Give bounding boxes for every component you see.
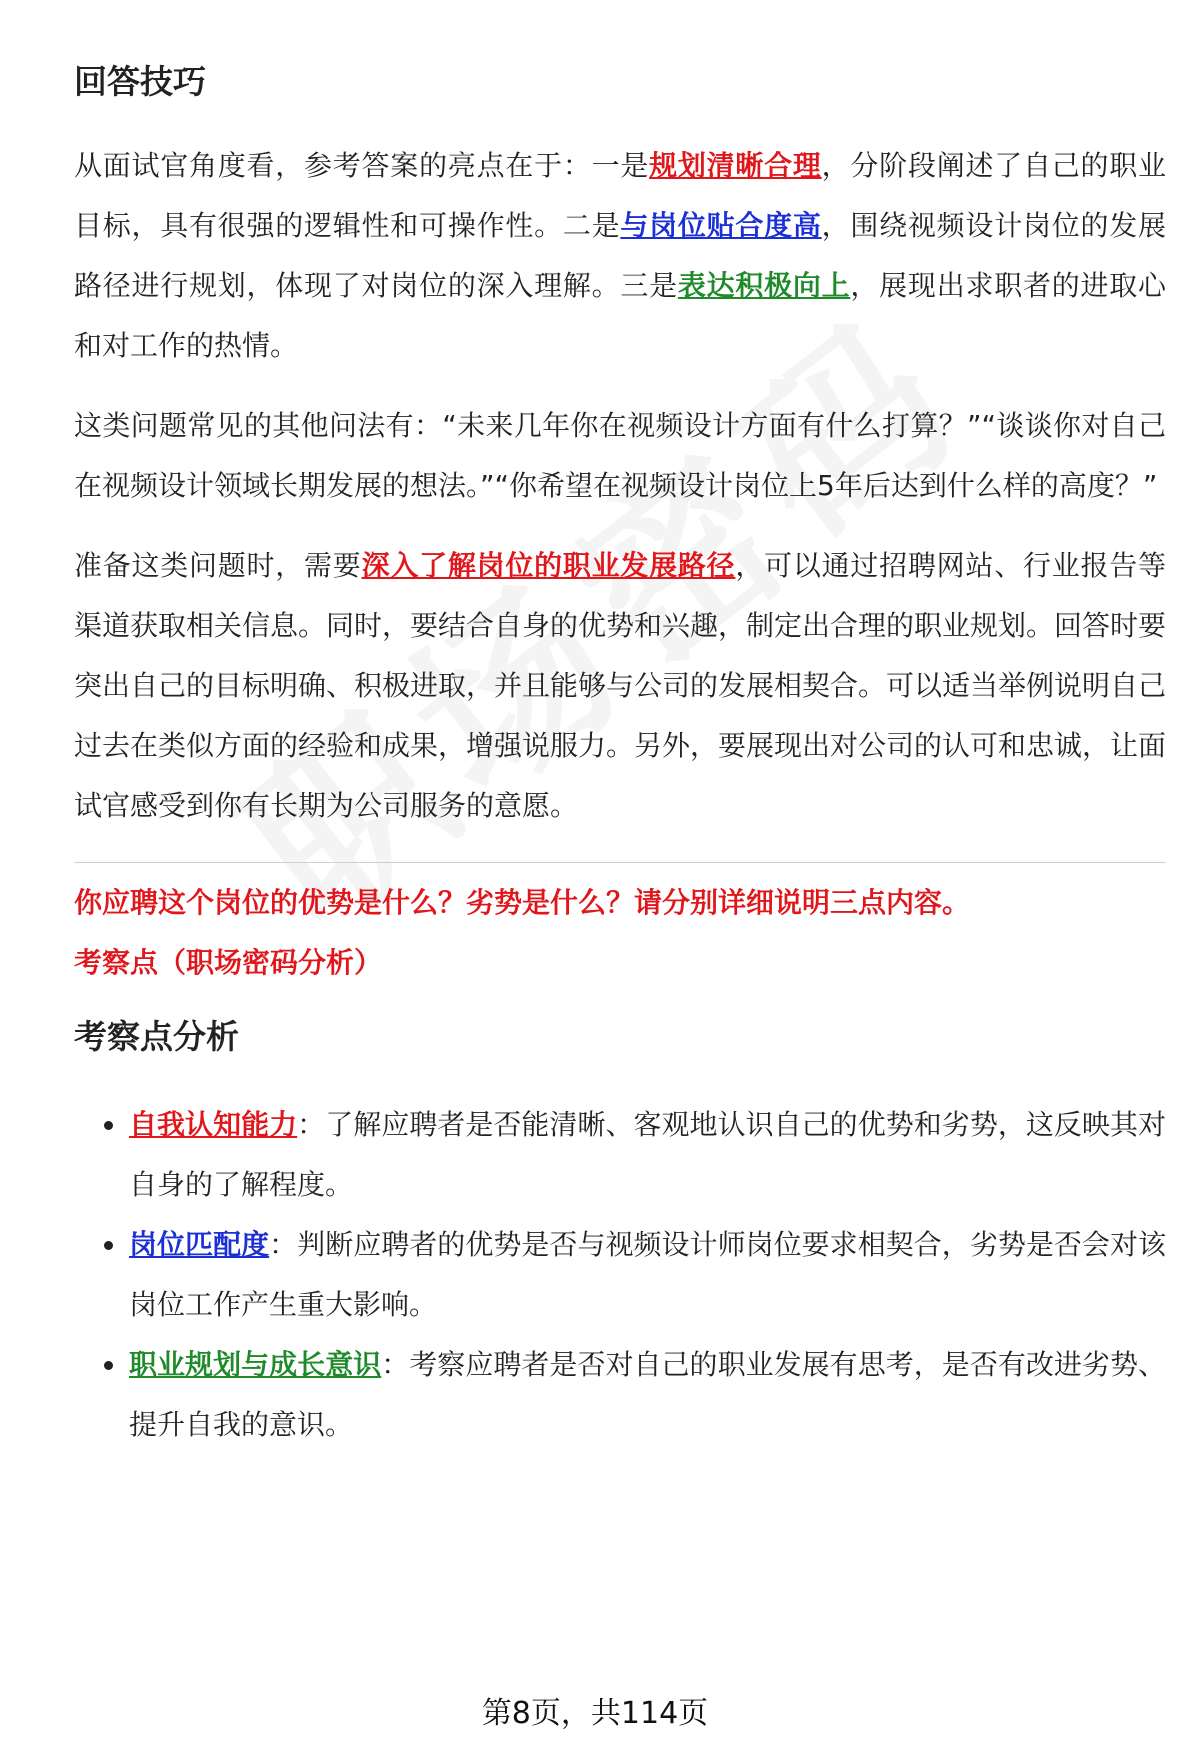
bullet-icon <box>104 1121 113 1130</box>
bullet-label: 自我认知能力 <box>129 1108 298 1141</box>
bullet-text: ：判断应聘者的优势是否与视频设计师岗位要求相契合，劣势是否会对该岗位工作产生重大影响。 <box>129 1228 1166 1321</box>
page-number: 第8页，共114页 <box>481 1696 709 1731</box>
paragraph-text: ，分阶段阐述了自己的职业目标，具有很强的逻辑性和可操作性。二是 <box>74 149 1166 242</box>
paragraph-preparation <box>74 536 1166 836</box>
bullet-label: 职业规划与成长意识 <box>129 1348 382 1381</box>
paragraph-text: 准备这类问题时，需要 <box>74 549 362 582</box>
bullet-icon <box>104 1361 113 1370</box>
paragraph-text: 从面试官角度看，参考答案的亮点在于：一是 <box>74 149 650 182</box>
highlight-job-fit: 与岗位贴合度高 <box>620 209 822 242</box>
paragraph-text: ，展现出求职者的进取心和对工作的热情。 <box>74 269 1166 362</box>
highlight-career-path: 深入了解岗位的职业发展路径 <box>361 549 736 582</box>
list-item <box>74 1335 1166 1455</box>
paragraph-highlights <box>74 136 1166 376</box>
question-subtitle: 考察点（职场密码分析） <box>74 946 383 979</box>
bullet-icon <box>104 1241 113 1250</box>
page-content <box>74 52 1166 1455</box>
highlight-positive: 表达积极向上 <box>677 269 851 302</box>
interview-question: 你应聘这个岗位的优势是什么？劣势是什么？请分别详细说明三点内容。 <box>74 886 971 919</box>
paragraph-text: ，可以通过招聘网站、行业报告等渠道获取相关信息。同时，要结合自身的优势和兴趣，制定出合理的职业规划。回答时要突出自己的目标明确、积极进取，并且能够与公司的发展相契合。可以适当举例说明自己过去在类似方面的经验和成果，增强说服力。另外，要展现出对公司的认可和忠诚，让面试官感受到你有长期为公司服务的意愿。 <box>74 549 1167 822</box>
paragraph-other-questions: 这类问题常见的其他问法有：“未来几年你在视频设计方面有什么打算？”“谈谈你对自己在视频设计领域长期发展的想法。”“你希望在视频设计岗位上5年后达到什么样的高度？” <box>74 409 1166 502</box>
bullet-text: ：考察应聘者是否对自己的职业发展有思考，是否有改进劣势、提升自我的意识。 <box>129 1348 1166 1441</box>
section-title-answer-tips: 回答技巧 <box>74 62 206 101</box>
bullet-label: 岗位匹配度 <box>129 1228 270 1261</box>
bullet-text: ：了解应聘者是否能清晰、客观地认识自己的优势和劣势，这反映其对自身的了解程度。 <box>129 1108 1166 1201</box>
list-item <box>74 1095 1166 1215</box>
list-item <box>74 1215 1166 1335</box>
section-title-analysis: 考察点分析 <box>74 1017 239 1056</box>
highlight-planning: 规划清晰合理 <box>649 149 822 182</box>
paragraph-text: ，围绕视频设计岗位的发展路径进行规划，体现了对岗位的深入理解。三是 <box>74 209 1166 302</box>
analysis-list <box>74 1095 1166 1455</box>
